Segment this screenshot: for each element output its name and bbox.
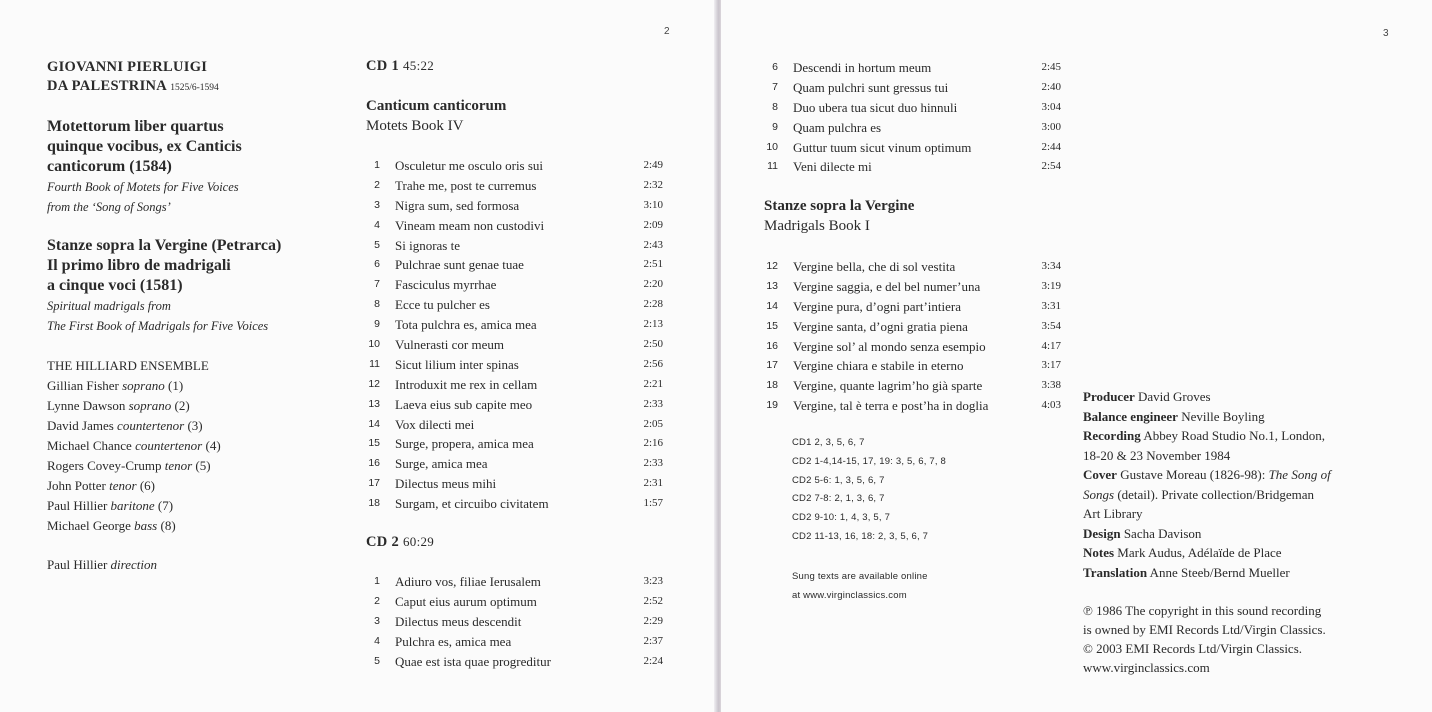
member-number: (1)	[167, 378, 184, 393]
track-title: Quam pulchra es	[793, 119, 882, 135]
track-row	[366, 474, 663, 494]
track-duration: 2:28	[643, 298, 663, 311]
credit-value: Mark Audus, Adélaïde de Place	[1117, 545, 1282, 560]
page-number-right: 3	[1383, 28, 1389, 39]
track-title: Trahe me, post te curremus	[395, 177, 537, 193]
credit-value: Art Library	[1083, 506, 1143, 521]
credit-line	[1083, 465, 1331, 485]
track-title: Duo ubera tua sicut duo hinnuli	[793, 99, 958, 115]
track-duration: 2:52	[643, 594, 663, 607]
voices-key	[792, 434, 946, 547]
composer-line-1: GIOVANNI PIERLUIGI	[47, 59, 208, 75]
track-title: Surgam, et circuibo civitatem	[395, 496, 549, 512]
member-number: (6)	[139, 478, 155, 493]
online-note-line-1: Sung texts are available online	[792, 571, 928, 582]
cd1-section	[366, 96, 506, 136]
track-row	[764, 376, 1061, 396]
track-row	[764, 78, 1061, 98]
voices-key-line: CD2 7-8: 2, 1, 3, 6, 7	[792, 493, 885, 505]
track-row	[764, 58, 1061, 78]
track-row	[764, 297, 1061, 317]
track-duration: 2:24	[643, 654, 663, 667]
track-row	[366, 295, 663, 315]
track-duration: 2:56	[643, 357, 663, 370]
member-role: countertenor	[117, 418, 185, 433]
book2-subtitle-1: Spiritual madrigals from	[47, 299, 171, 313]
track-title: Vergine, quante lagrim’ho già sparte	[793, 378, 983, 394]
cd2-track-list-b	[764, 58, 1061, 177]
member-role: tenor	[164, 458, 193, 473]
track-row	[366, 632, 663, 652]
member-name: Michael Chance	[47, 438, 132, 453]
track-title: Vergine bella, che di sol vestita	[793, 259, 956, 274]
track-duration: 2:31	[643, 477, 663, 490]
track-row	[366, 494, 663, 514]
track-row	[366, 355, 663, 375]
track-duration: 4:03	[1041, 399, 1061, 412]
credit-line	[1083, 504, 1331, 524]
director-role: direction	[110, 557, 157, 572]
track-title: Vergine santa, d’ogni gratia piena	[793, 318, 968, 334]
track-row	[764, 356, 1061, 376]
member-name: John Potter	[47, 478, 106, 493]
track-title: Vergine, tal è terra e post’ha in doglia	[793, 398, 989, 414]
cd2-section	[764, 196, 914, 236]
track-title: Nigra sum, sed formosa	[395, 197, 520, 213]
track-duration: 3:10	[643, 198, 663, 211]
track-row	[764, 138, 1061, 158]
track-row	[366, 454, 663, 474]
track-row	[366, 592, 663, 612]
track-title: Pulchrae sunt genae tuae	[395, 257, 524, 273]
track-number: 15	[368, 437, 380, 450]
member-name: Michael George	[47, 518, 131, 533]
track-duration: 3:34	[1041, 260, 1061, 272]
track-number: 15	[766, 319, 778, 332]
member-name: Rogers Covey-Crump	[47, 458, 162, 473]
track-title: Surge, propera, amica mea	[395, 436, 534, 452]
member-number: (3)	[187, 418, 203, 433]
cd1-duration: 45:22	[402, 58, 435, 73]
credit-value: Neville Boyling	[1181, 408, 1265, 424]
member-role: soprano	[122, 378, 165, 393]
track-number: 17	[368, 477, 380, 490]
cd1-track-list	[366, 156, 663, 514]
ensemble-member	[47, 396, 221, 416]
track-title: Vineam meam non custodivi	[395, 217, 545, 233]
track-number: 18	[766, 379, 778, 392]
ensemble-members	[47, 376, 221, 536]
copyright-line-3: © 2003 EMI Records Ltd/Virgin Classics.	[1083, 641, 1303, 656]
composer-heading	[47, 58, 219, 98]
ensemble-member	[47, 436, 221, 456]
member-number: (4)	[205, 438, 221, 453]
credit-line	[1083, 524, 1331, 544]
track-title: Descendi in hortum meum	[793, 60, 932, 75]
member-role: soprano	[128, 398, 172, 413]
track-number: 8	[374, 298, 380, 311]
track-number: 10	[766, 140, 778, 153]
member-role: baritone	[110, 498, 155, 513]
member-name: Paul Hillier	[47, 498, 108, 513]
track-row	[764, 337, 1061, 357]
cd1-section-title: Canticum canticorum	[366, 98, 507, 114]
track-number: 4	[374, 218, 380, 231]
track-duration: 2:45	[1041, 61, 1061, 73]
track-duration: 4:17	[1041, 339, 1061, 352]
online-note-line-2: at www.virginclassics.com	[792, 589, 907, 601]
track-row	[366, 176, 663, 196]
cd2-duration: 60:29	[402, 534, 435, 549]
ensemble-member	[47, 476, 221, 496]
track-duration: 2:09	[643, 218, 663, 231]
cd2-track-list-a	[366, 572, 663, 671]
track-duration: 3:04	[1041, 100, 1061, 113]
track-title: Pulchra es, amica mea	[395, 633, 512, 649]
track-title: Surge, amica mea	[395, 456, 488, 472]
track-title: Vox dilecti mei	[395, 416, 475, 432]
track-number: 16	[368, 457, 380, 470]
member-number: (5)	[195, 458, 211, 473]
credit-line	[1083, 426, 1331, 446]
composer-dates: 1525/6-1594	[170, 83, 219, 93]
track-number: 17	[766, 359, 778, 372]
track-row	[764, 157, 1061, 177]
track-title: Vergine chiara e stabile in eterno	[793, 358, 964, 374]
track-row	[764, 317, 1061, 337]
track-duration: 3:38	[1041, 379, 1061, 392]
track-duration: 2:33	[643, 397, 663, 410]
track-row	[366, 255, 663, 275]
copyright-line-1: ℗ 1986 The copyright in this sound recording	[1083, 603, 1322, 618]
track-number: 3	[374, 614, 380, 627]
ensemble-block	[47, 356, 221, 575]
credit-label: Notes	[1083, 545, 1115, 560]
track-duration: 2:37	[643, 634, 663, 647]
track-duration: 2:54	[1041, 160, 1061, 173]
credit-value: Abbey Road Studio No.1, London,	[1143, 428, 1325, 443]
track-number: 6	[772, 61, 778, 73]
track-row	[366, 652, 663, 672]
track-title: Fasciculus myrrhae	[395, 277, 497, 293]
track-number: 13	[766, 279, 778, 292]
credit-value: Gustave Moreau (1826-98):	[1120, 467, 1269, 482]
composer-line-2-row	[47, 77, 219, 98]
track-number: 4	[374, 634, 380, 647]
credit-label: Cover	[1083, 467, 1117, 482]
track-number: 6	[374, 258, 380, 271]
track-number: 2	[374, 594, 380, 607]
credit-value: 18-20 & 23 November 1984	[1083, 447, 1231, 463]
track-row	[366, 572, 663, 592]
track-number: 11	[369, 357, 380, 370]
director-line	[47, 555, 221, 575]
credit-label: Producer	[1083, 389, 1135, 404]
track-duration: 3:00	[1041, 120, 1061, 133]
track-duration: 3:31	[1041, 299, 1061, 312]
track-number: 14	[368, 417, 380, 430]
track-title: Si ignoras te	[395, 237, 460, 253]
credit-label: Balance engineer	[1083, 408, 1178, 424]
track-row	[764, 98, 1061, 118]
track-duration: 1:57	[643, 497, 663, 510]
track-row	[366, 196, 663, 216]
book2-title-1: Stanze sopra la Vergine (Petrarca)	[47, 237, 282, 254]
track-number: 8	[772, 100, 778, 113]
track-title: Vergine sol’ al mondo senza esempio	[793, 338, 986, 354]
track-duration: 2:49	[643, 159, 663, 171]
right-page	[721, 0, 1432, 712]
track-number: 7	[374, 278, 380, 291]
track-title: Vergine saggia, e del bel numer’una	[793, 278, 981, 294]
cd1-heading	[366, 58, 434, 75]
book1-subtitle-1: Fourth Book of Motets for Five Voices	[47, 180, 239, 194]
voices-key-line: CD1 2, 3, 5, 6, 7	[792, 437, 865, 448]
cd1-section-subtitle: Motets Book IV	[366, 118, 464, 134]
credit-line	[1083, 563, 1331, 583]
book1-title-3: canticorum (1584)	[47, 158, 172, 175]
member-number: (7)	[157, 498, 174, 513]
track-duration: 2:13	[643, 318, 663, 331]
track-duration: 3:19	[1041, 279, 1061, 292]
credits-block	[1083, 387, 1331, 582]
track-duration: 2:32	[643, 178, 663, 191]
ensemble-member	[47, 496, 221, 516]
track-title: Dilectus meus descendit	[395, 613, 522, 629]
ensemble-name: THE HILLIARD ENSEMBLE	[47, 358, 209, 373]
track-number: 2	[374, 178, 380, 191]
credit-label: Design	[1083, 525, 1121, 541]
track-number: 1	[374, 575, 380, 587]
track-row	[366, 434, 663, 454]
track-row	[366, 415, 663, 435]
track-title: Vulnerasti cor meum	[395, 337, 504, 353]
copyright-line-2: is owned by EMI Records Ltd/Virgin Classics.	[1083, 622, 1326, 637]
track-number: 12	[766, 260, 778, 272]
track-title: Adiuro vos, filiae Ierusalem	[395, 574, 541, 589]
track-number: 13	[368, 397, 380, 410]
credit-line	[1083, 446, 1331, 466]
track-row	[366, 236, 663, 256]
book1-block	[47, 117, 242, 217]
track-title: Tota pulchra es, amica mea	[395, 317, 537, 333]
credit-line	[1083, 543, 1331, 563]
credit-value: Sacha Davison	[1123, 525, 1202, 541]
credit-value: Anne Steeb/Bernd Mueller	[1149, 564, 1290, 580]
track-number: 14	[766, 299, 778, 312]
track-title: Introduxit me rex in cellam	[395, 376, 538, 392]
voices-key-line: CD2 5-6: 1, 3, 5, 6, 7	[792, 474, 885, 486]
track-row	[366, 612, 663, 632]
track-duration: 2:40	[1041, 80, 1061, 93]
track-duration: 2:44	[1041, 140, 1061, 153]
book1-subtitle-2: from the ‘Song of Songs’	[47, 200, 171, 214]
credit-line	[1083, 407, 1331, 427]
member-number: (8)	[160, 518, 176, 533]
track-row	[366, 216, 663, 236]
track-number: 12	[368, 377, 380, 390]
book2-title-3: a cinque voci (1581)	[47, 277, 183, 294]
cd2-label: CD 2	[366, 534, 400, 550]
track-duration: 3:54	[1041, 319, 1061, 332]
track-duration: 2:05	[643, 417, 663, 430]
track-title: Laeva eius sub capite meo	[395, 396, 533, 412]
book2-title-2: Il primo libro de madrigali	[47, 257, 231, 274]
track-row	[366, 315, 663, 335]
track-number: 1	[374, 159, 380, 171]
track-duration: 2:43	[643, 238, 663, 251]
book1-title-1: Motettorum liber quartus	[47, 118, 224, 135]
track-duration: 2:33	[643, 457, 663, 470]
member-number: (2)	[174, 398, 190, 413]
book1-title-2: quinque vocibus, ex Canticis	[47, 138, 242, 155]
cd2-section-subtitle: Madrigals Book I	[764, 218, 870, 234]
website-line: www.virginclassics.com	[1083, 660, 1210, 675]
track-row	[366, 275, 663, 295]
member-name: Lynne Dawson	[47, 398, 126, 413]
track-duration: 2:20	[643, 278, 663, 291]
track-duration: 2:16	[643, 437, 663, 450]
credit-value: David Groves	[1138, 389, 1211, 404]
credit-line	[1083, 485, 1331, 505]
track-row	[366, 395, 663, 415]
track-number: 10	[368, 338, 380, 351]
track-number: 19	[766, 399, 778, 412]
track-duration: 2:21	[643, 377, 663, 390]
track-row	[366, 335, 663, 355]
track-number: 9	[374, 318, 380, 331]
track-row	[366, 156, 663, 176]
track-number: 11	[767, 160, 778, 173]
ensemble-member	[47, 456, 221, 476]
voices-key-line: CD2 11-13, 16, 18: 2, 3, 5, 6, 7	[792, 530, 929, 542]
online-note	[792, 568, 928, 606]
ensemble-member	[47, 376, 221, 396]
track-title: Caput eius aurum optimum	[395, 593, 537, 609]
track-title: Sicut lilium inter spinas	[395, 356, 519, 372]
credit-value: (detail). Private collection/Bridgeman	[1114, 486, 1315, 502]
member-name: Gillian Fisher	[47, 378, 119, 393]
track-duration: 2:50	[643, 338, 663, 351]
track-title: Dilectus meus mihi	[395, 476, 497, 492]
track-number: 9	[772, 120, 778, 133]
track-row	[764, 396, 1061, 416]
track-row	[764, 277, 1061, 297]
track-title: Vergine pura, d’ogni part’intiera	[793, 298, 961, 314]
ensemble-member	[47, 416, 221, 436]
track-number: 18	[368, 497, 380, 510]
credit-italic: Songs	[1083, 486, 1115, 502]
member-role: bass	[134, 518, 158, 533]
voices-key-line: CD2 9-10: 1, 4, 3, 5, 7	[792, 512, 891, 524]
member-name: David James	[47, 418, 114, 433]
track-title: Quae est ista quae progreditur	[395, 653, 551, 669]
member-role: tenor	[109, 478, 137, 493]
track-row	[366, 375, 663, 395]
track-title: Veni dilecte mi	[793, 159, 872, 175]
ensemble-member	[47, 516, 221, 536]
track-duration: 2:51	[643, 258, 663, 271]
cd2-section-title: Stanze sopra la Vergine	[764, 198, 915, 214]
track-title: Osculetur me osculo oris sui	[395, 158, 544, 173]
track-row	[764, 257, 1061, 277]
credit-line	[1083, 387, 1331, 407]
book2-block	[47, 236, 281, 336]
page-number-left: 2	[664, 26, 670, 37]
book2-subtitle-2: The First Book of Madrigals for Five Voices	[47, 319, 269, 333]
track-title: Quam pulchri sunt gressus tui	[793, 79, 949, 95]
composer-line-2: DA PALESTRINA	[47, 78, 167, 94]
track-number: 5	[374, 238, 380, 251]
track-title: Ecce tu pulcher es	[395, 297, 490, 313]
member-role: countertenor	[135, 438, 203, 453]
track-number: 3	[374, 198, 380, 211]
copyright-block	[1083, 601, 1326, 677]
director-name: Paul Hillier	[47, 557, 108, 572]
credit-label: Translation	[1083, 564, 1148, 580]
cd1-label: CD 1	[366, 58, 400, 74]
voices-key-line: CD2 1-4,14-15, 17, 19: 3, 5, 6, 7, 8	[792, 455, 947, 467]
track-number: 7	[772, 80, 778, 93]
track-duration: 3:23	[643, 575, 663, 587]
track-duration: 3:17	[1041, 359, 1061, 372]
cd2-track-list-c	[764, 257, 1061, 416]
track-row	[764, 118, 1061, 138]
track-number: 5	[374, 654, 380, 667]
credit-label: Recording	[1083, 428, 1141, 443]
track-title: Guttur tuum sicut vinum optimum	[793, 139, 972, 155]
credit-italic: The Song of	[1268, 467, 1331, 482]
track-duration: 2:29	[643, 614, 663, 627]
track-number: 16	[766, 339, 778, 352]
cd2-heading	[366, 534, 434, 551]
